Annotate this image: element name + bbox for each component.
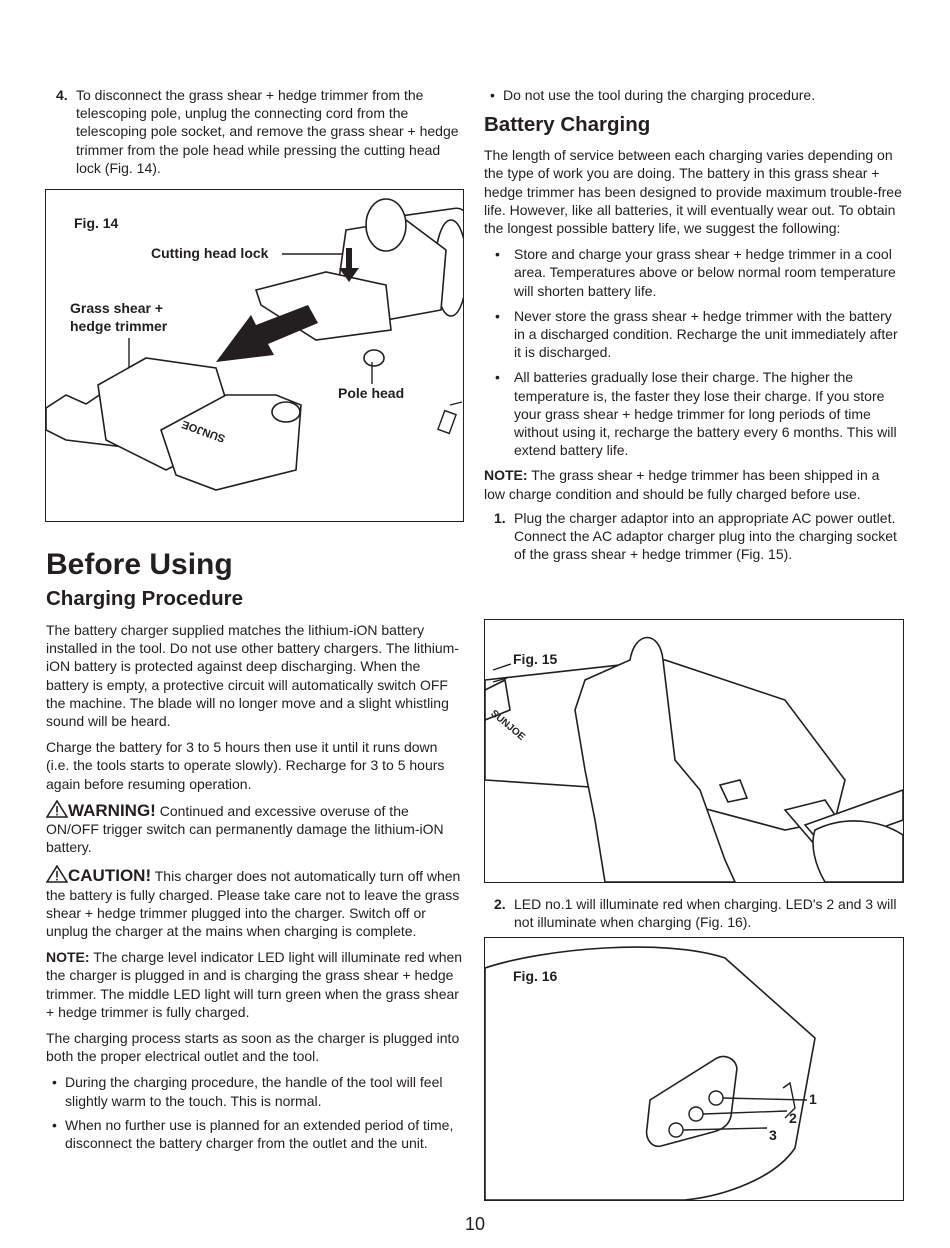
list-item (484, 307, 904, 362)
fig15-brand-logo: SUNJOE (488, 708, 527, 743)
fig14-illustration (46, 190, 463, 521)
caution-label: CAUTION! (68, 866, 152, 886)
charging-procedure-heading: Charging Procedure (46, 587, 244, 610)
step-number: 4. (56, 87, 68, 103)
list-item (484, 245, 904, 300)
note-text: The charge level indicator LED light will illuminate red when the charger is plugged in and is charging the grass shear + hedge trimmer. The middle LED light will turn green when the grass shear + hedge trimmer is fully charged. (46, 949, 463, 1020)
note-label: NOTE: (46, 949, 90, 966)
warning-text: Continued and excessive overuse of the ON/OFF trigger switch can permanently damage the lithium-iON battery. (46, 802, 444, 856)
grass-shear-label-line1: Grass shear + (70, 300, 164, 316)
shipping-note (484, 466, 904, 502)
warning-label: WARNING! (68, 800, 156, 820)
caution-triangle-icon (46, 865, 68, 883)
caution-block (46, 865, 464, 940)
cutting-head-lock-label: Cutting head lock (151, 245, 269, 261)
bullet-dot: • (52, 1074, 57, 1091)
bullet-text: When no further use is planned for an extended period of time, disconnect the battery charger from the outlet and the unit. (65, 1116, 454, 1152)
step-text: To disconnect the grass shear + hedge trimmer from the telescoping pole, unplug the connecting cord from the telescoping pole socket, and remove the grass shear + hedge trimmer from the pole head while pressing the cutting head lock (Fig. 14). (76, 87, 459, 176)
bullet-text: During the charging procedure, the handle of the tool will feel slightly warm to the touch. This is normal. (65, 1074, 443, 1109)
page-number: 10 (464, 1214, 486, 1234)
step-text: Plug the charger adaptor into an appropriate AC power outlet. Connect the AC adaptor charger plug into the charging socket of the grass shear + hedge trimmer (Fig. 15). (514, 509, 897, 563)
bullet-text: All batteries gradually lose their charge. The higher the temperature is, the faster they lose their charge. If you store your grass shear + hedge trimmer for long periods of time without using it, recharge the battery every 6 months. This will extend battery life. (514, 369, 897, 459)
charging-para-2: Charge the battery for 3 to 5 hours then use it until it runs down (i.e. the tools starts to operate slowly). Recharge for 3 to 5 hours again before resuming operation. (46, 739, 445, 792)
bullet-text: Store and charge your grass shear + hedge trimmer in a cool area. Temperatures above or below normal room temperature will shorten battery life. (514, 246, 896, 299)
warning-block (46, 800, 464, 857)
grass-shear-label-line2: hedge trimmer (70, 318, 168, 334)
list-item (484, 368, 904, 459)
fig16-label: Fig. 16 (513, 968, 558, 984)
page-title: Before Using (46, 548, 233, 581)
bullet-dot: • (495, 246, 500, 263)
figure-15 (484, 619, 904, 883)
battery-charging-heading: Battery Charging (484, 113, 651, 137)
figure-14 (45, 189, 464, 522)
bullet-text: Do not use the tool during the charging procedure. (503, 87, 816, 103)
step-number: 1. (494, 509, 506, 526)
figure-16 (484, 937, 904, 1201)
battery-para-1: The length of service between each charging varies depending on the type of work you are doing. The battery in this grass shear + hedge trimmer has been designed to provide maximum trouble-free life. However, like all batteries, it will eventually wear out. To obtain the longest possible battery life, we suggest the following: (484, 147, 902, 237)
warning-triangle-icon (46, 800, 68, 818)
bullet-dot: • (490, 87, 495, 103)
led-3-label: 3 (769, 1127, 777, 1143)
led-1-label: 1 (809, 1091, 817, 1107)
list-item (46, 1073, 464, 1109)
grass-shear-label (70, 299, 167, 335)
pole-head-label: Pole head (338, 385, 405, 401)
list-item (46, 1116, 464, 1152)
bullet-dot: • (495, 369, 500, 386)
left-column (46, 86, 464, 177)
right-column-lower (484, 895, 904, 931)
note-block (46, 948, 464, 1021)
caution-text: This charger does not automatically turn off when the battery is fully charged. Please take care not to leave the grass shear + hedge trimmer plugged into the charger. Switch off or unplug the charger at the mains when charging is complete. (46, 868, 461, 940)
right-column (484, 86, 904, 563)
charging-para-1: The battery charger supplied matches the lithium-iON battery installed in the tool. Do not use other battery chargers. The lithium-iON battery is protected against deep discharging. When the battery is empty, a protective circuit will automatically switch OFF the machine. The blade will no longer move and a slight whistling sound will be heard. (46, 622, 459, 730)
bullet-dot: • (495, 307, 500, 324)
fig15-label: Fig. 15 (513, 651, 558, 667)
charging-para-3: The charging process starts as soon as the charger is plugged into both the proper electrical outlet and the tool. (46, 1030, 460, 1065)
bullet-text: Never store the grass shear + hedge trimmer with the battery in a discharged condition. Recharge the unit immediately after it is discharged. (514, 307, 898, 361)
led-2-label: 2 (789, 1110, 797, 1126)
fig14-brand-logo: SUNJOE (180, 417, 227, 445)
bullet-dot: • (52, 1116, 57, 1133)
note-label: NOTE: (484, 467, 528, 484)
before-using-section (46, 548, 464, 1152)
list-item (484, 86, 904, 104)
fig14-label: Fig. 14 (74, 215, 119, 231)
step-2 (484, 895, 904, 931)
step-number: 2. (494, 896, 506, 912)
note-text: The grass shear + hedge trimmer has been shipped in a low charge condition and should be fully charged before use. (484, 467, 880, 502)
step-1 (484, 509, 904, 564)
step-text: LED no.1 will illuminate red when charging. LED's 2 and 3 will not illuminate when charging (Fig. 16). (514, 896, 897, 931)
step-4 (46, 86, 464, 177)
